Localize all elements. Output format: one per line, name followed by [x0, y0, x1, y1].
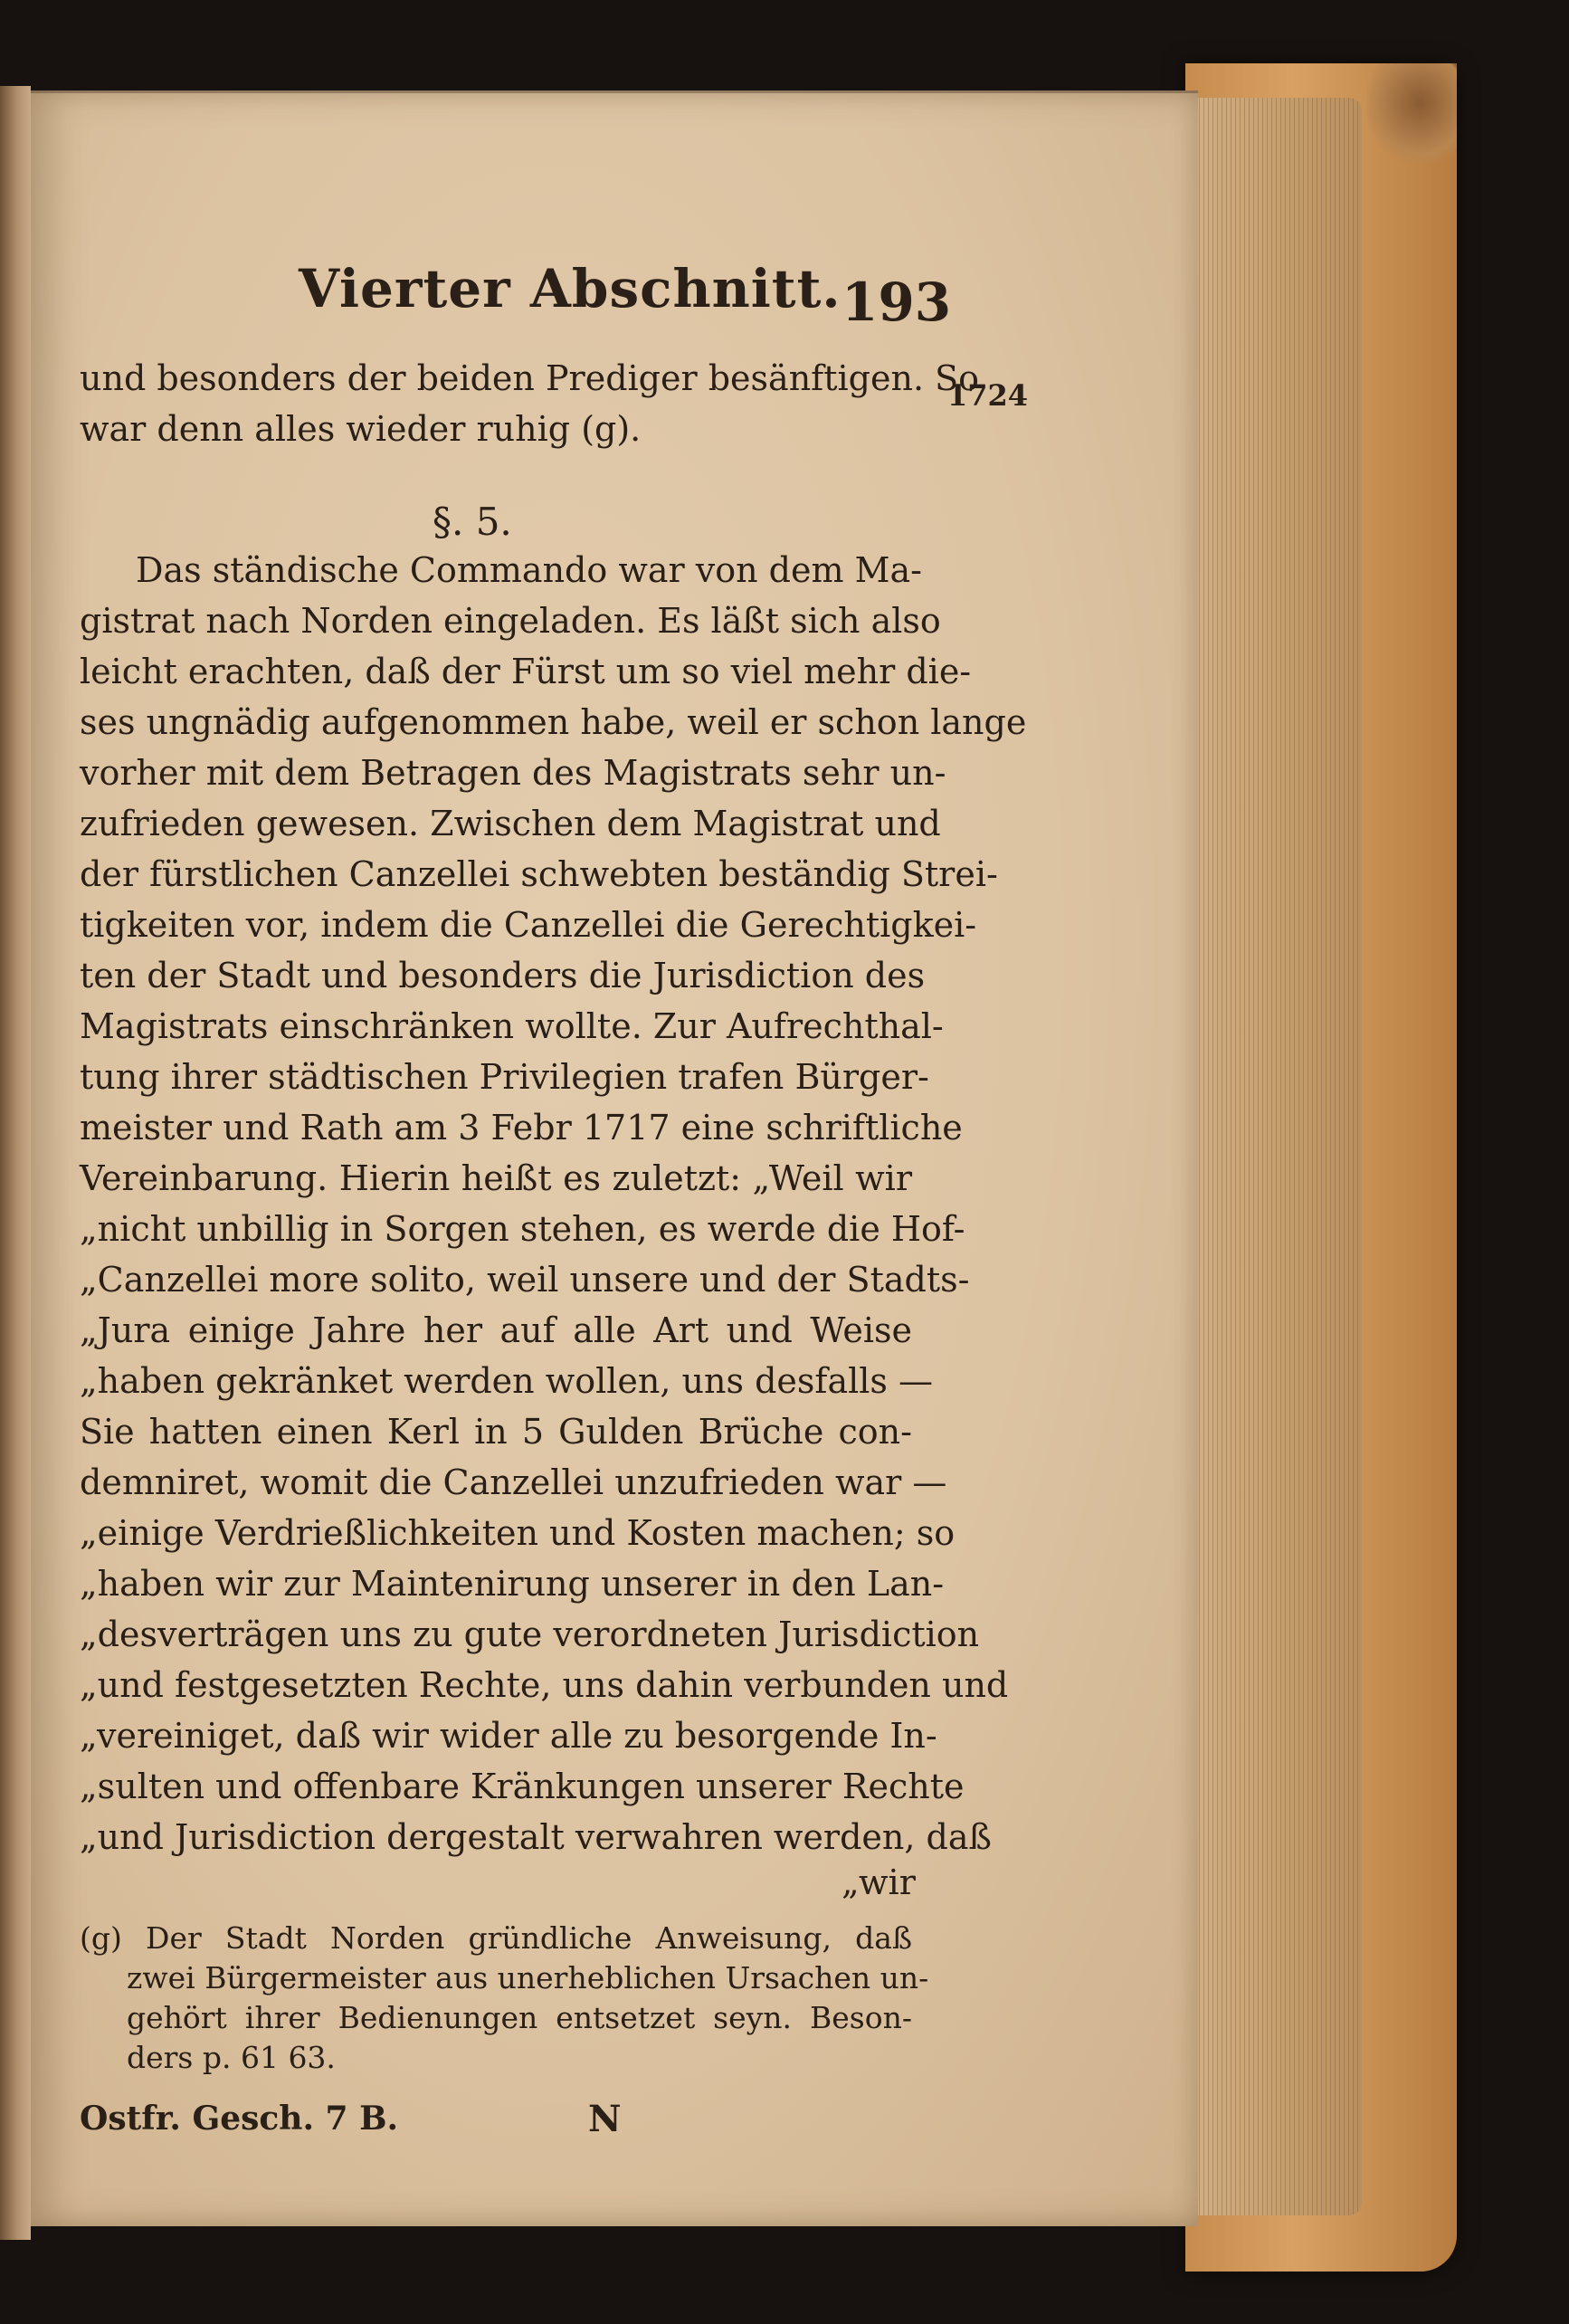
body-line: „nicht unbillig in Sorgen stehen, es werde die Hof- [80, 1209, 965, 1249]
margin-year-note: 1724 [947, 378, 1029, 413]
section-heading: §. 5. [433, 500, 512, 544]
running-title: Vierter Abschnitt. [299, 258, 842, 319]
body-line: „sulten und offenbare Kränkungen unserer Rechte [80, 1767, 965, 1806]
body-line: und besonders der beiden Prediger besänftigen. So [80, 358, 980, 398]
body-line: Sie hatten einen Kerl in 5 Gulden Brüche con- [80, 1412, 912, 1452]
signature-mark: N [588, 2098, 622, 2140]
body-line: „vereiniget, daß wir wider alle zu besorgende In- [80, 1716, 937, 1756]
body-line: „einige Verdrießlichkeiten und Kosten machen; so [80, 1513, 956, 1553]
page-number: 193 [842, 271, 952, 333]
body-line: der fürstlichen Canzellei schwebten beständig Strei- [80, 854, 998, 894]
body-line: „und Jurisdiction dergestalt verwahren werden, daß [80, 1817, 992, 1857]
body-line: „Canzellei more solito, weil unsere und der Stadts- [80, 1260, 970, 1300]
body-line: „haben gekränket werden wollen, uns desfalls — [80, 1361, 934, 1401]
body-line: Magistrats einschränken wollte. Zur Aufrechthal- [80, 1006, 944, 1046]
body-line: „haben wir zur Maintenirung unserer in den Lan- [80, 1564, 945, 1604]
body-line: meister und Rath am 3 Febr 1717 eine schriftliche [80, 1108, 963, 1148]
footnote-line: (g) Der Stadt Norden gründliche Anweisung, daß [80, 1920, 912, 1956]
body-line: gistrat nach Norden eingeladen. Es läßt sich also [80, 601, 941, 641]
body-line: ses ungnädig aufgenommen habe, weil er schon lange [80, 702, 1027, 742]
printer-signature: Ostfr. Gesch. 7 B. [80, 2100, 399, 2138]
cover-wear [1366, 63, 1457, 163]
body-line: war denn alles wieder ruhig (g). [80, 409, 642, 449]
body-line: „desverträgen uns zu gute verordneten Jurisdiction [80, 1614, 980, 1654]
body-line: zufrieden gewesen. Zwischen dem Magistrat und [80, 804, 941, 843]
body-line: tung ihrer städtischen Privilegien trafen Bürger- [80, 1057, 929, 1097]
page-top-edge [31, 90, 1198, 93]
body-line: vorher mit dem Betragen des Magistrats sehr un- [80, 753, 946, 793]
footnote-line: ders p. 61 63. [127, 2040, 336, 2075]
catch-word: „wir [842, 1862, 916, 1902]
body-line: ten der Stadt und besonders die Jurisdiction des [80, 956, 926, 995]
footnote-line: gehört ihrer Bedienungen entsetzet seyn. Beson- [127, 2000, 912, 2035]
body-line: leicht erachten, daß der Fürst um so viel mehr die- [80, 652, 972, 691]
body-line: Vereinbarung. Hierin heißt es zuletzt: „Weil wir [80, 1158, 912, 1198]
body-line: „Jura einige Jahre her auf alle Art und Weise [80, 1310, 912, 1350]
body-line: demniret, womit die Canzellei unzufrieden war — [80, 1462, 947, 1502]
footnote-line: zwei Bürgermeister aus unerheblichen Ursachen un- [127, 1960, 929, 1995]
facing-page-edge [0, 86, 31, 2240]
body-line: „und festgesetzten Rechte, uns dahin verbunden und [80, 1665, 1009, 1705]
body-line: Das ständische Commando war von dem Ma- [136, 550, 922, 590]
body-line: tigkeiten vor, indem die Canzellei die Gerechtigkei- [80, 905, 977, 945]
